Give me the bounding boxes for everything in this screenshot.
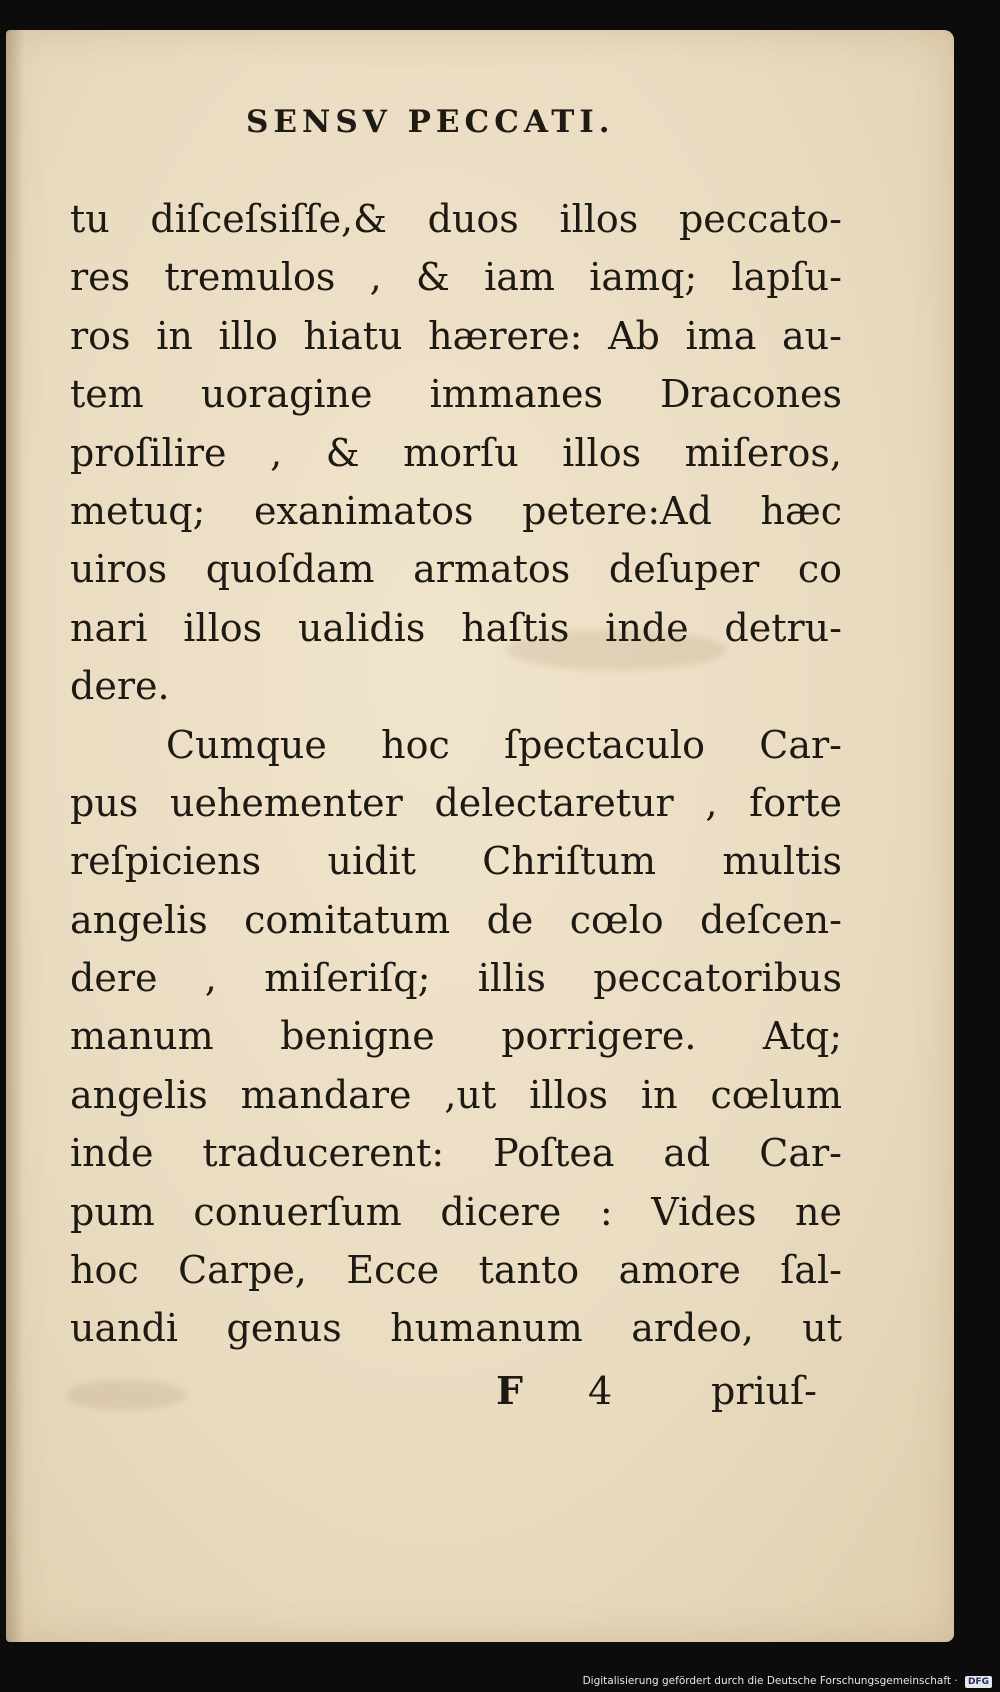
signature-line <box>486 1362 846 1420</box>
text-line: dere , miſeriſq; illis peccatoribus <box>70 956 842 1001</box>
text-line: dere. <box>70 664 170 709</box>
text-line: uandi genus humanum ardeo, ut <box>70 1306 842 1351</box>
text-line: manum benigne porrigere. Atq; <box>70 1014 842 1059</box>
signature-number: 4 <box>588 1369 613 1413</box>
text-line: pus uehementer delectaretur , forte <box>70 780 842 825</box>
text-line: inde traducerent: Poſtea ad Car- <box>70 1131 842 1176</box>
text-line: pum conuerſum dicere : Vides ne <box>70 1189 842 1234</box>
text-line: tu diſceſsiſſe,& duos illos peccato- <box>70 197 842 241</box>
text-line: res tremulos , & iam iamq; lapſu- <box>70 255 842 300</box>
credit-text: Digitalisierung gefördert durch die Deutsche Forschungsgemeinschaft <box>582 1675 951 1687</box>
paper-stain <box>66 1380 186 1410</box>
text-line: nari illos ualidis haſtis inde detru- <box>70 605 842 650</box>
text-line: proſilire , & morſu illos miſeros, <box>70 430 842 475</box>
text-line: metuq; exanimatos petere:Ad hæc <box>70 488 842 533</box>
running-header: SENSV PECCATI. <box>246 104 615 140</box>
text-line: uiros quoſdam armatos deſuper co <box>70 547 842 592</box>
dfg-logo: DFG <box>965 1676 992 1688</box>
text-line: angelis mandare ,ut illos in cœlum <box>70 1072 842 1117</box>
text-line-indented: Cumque hoc ſpectaculo Car- <box>166 722 842 767</box>
catchword: priuſ- <box>711 1369 818 1413</box>
text-line: reſpiciens uidit Chriſtum multis <box>70 839 842 884</box>
digitization-credit: Digitalisierung gefördert durch die Deutsche Forschungsgemeinschaft · DFG <box>583 1675 992 1688</box>
body-text <box>70 190 842 1358</box>
text-line: tem uoragine immanes Dracones <box>70 372 842 417</box>
text-line: ros in illo hiatu hærere: Ab ima au- <box>70 313 842 358</box>
text-line: hoc Carpe, Ecce tanto amore ſal- <box>70 1248 842 1293</box>
signature-mark: F <box>496 1368 523 1413</box>
book-page <box>6 30 954 1642</box>
text-line: angelis comitatum de cœlo deſcen- <box>70 897 842 942</box>
